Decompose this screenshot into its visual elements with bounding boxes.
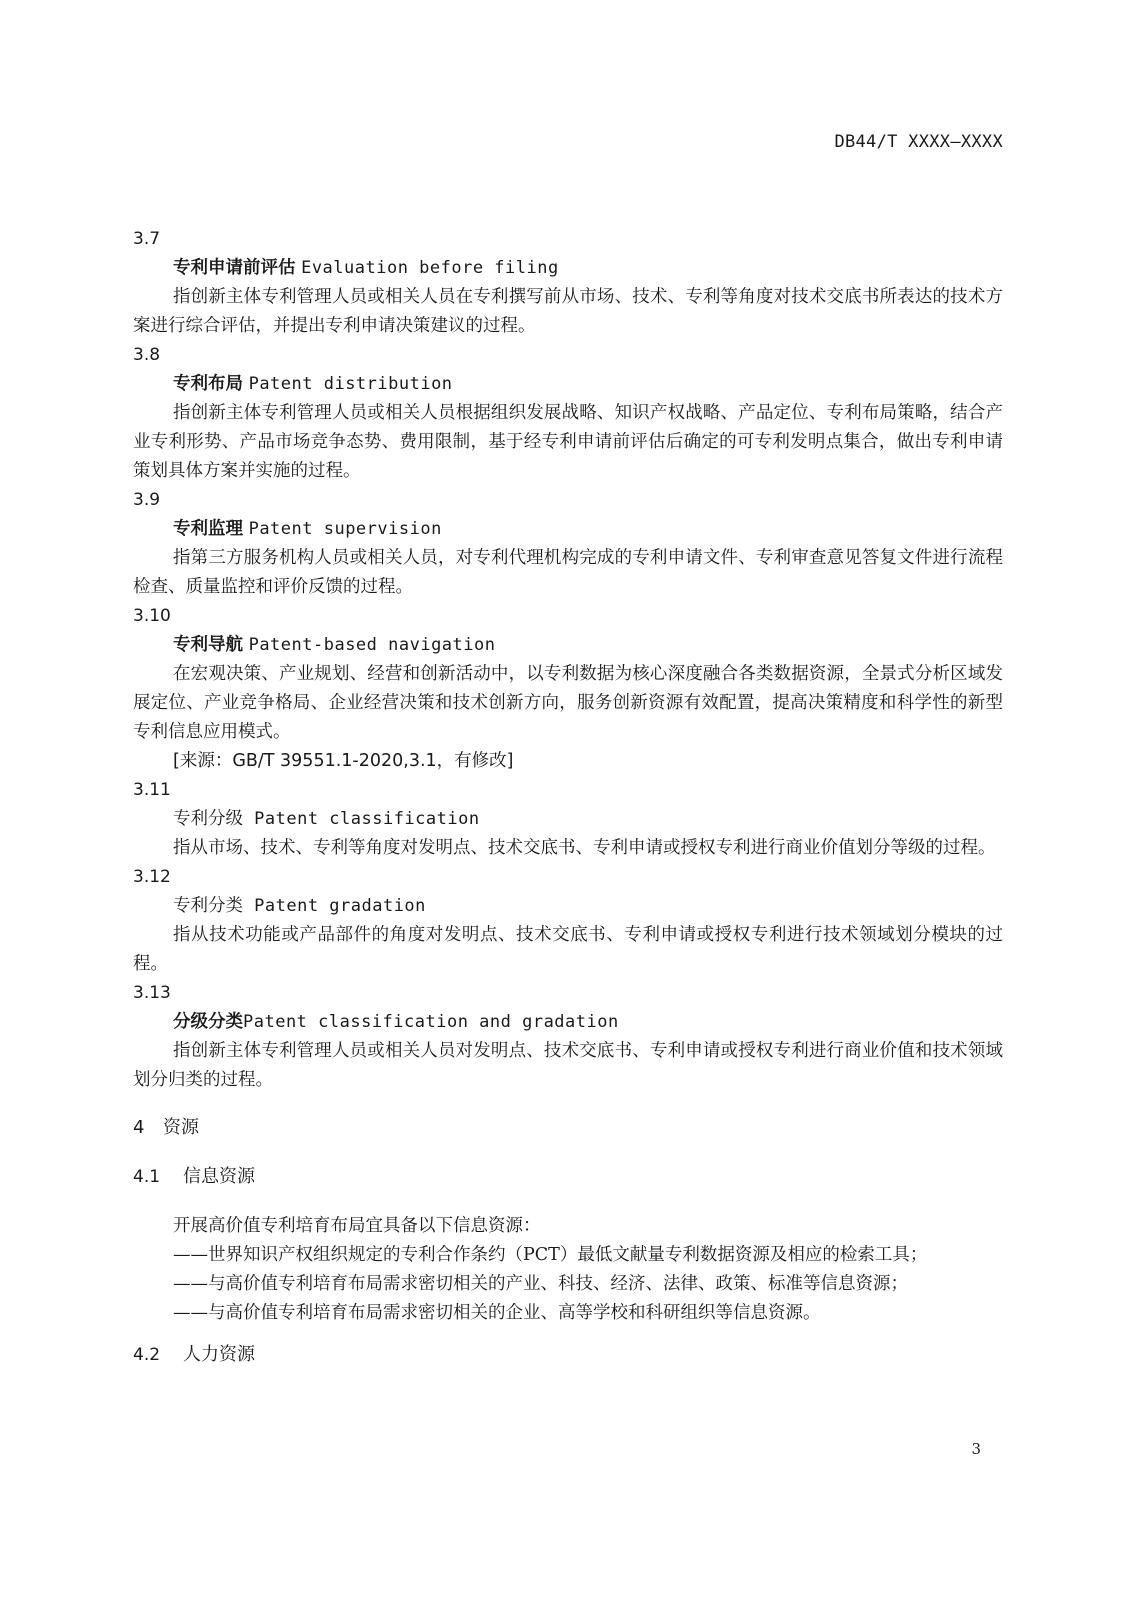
term-definition: 指第三方服务机构人员或相关人员，对专利代理机构完成的专利申请文件、专利审查意见答复文件进行流程检查、质量监控和评价反馈的过程。 <box>133 548 1003 597</box>
term-entry-3-13 <box>133 979 1003 1095</box>
list-item: ——与高价值专利培育布局需求密切相关的产业、科技、经济、法律、政策、标准等信息资源； <box>173 1274 908 1294</box>
term-title <box>133 805 1003 834</box>
document-code: DB44/T XXXX—XXXX <box>834 132 1003 152</box>
term-zh: 专利分级 <box>173 809 243 829</box>
term-number: 3.11 <box>133 780 171 800</box>
subsection-number: 4.2 <box>133 1345 161 1365</box>
term-entry-3-9 <box>133 486 1003 602</box>
term-en: Evaluation before filing <box>301 258 559 278</box>
subsection-title: 信息资源 <box>183 1166 255 1187</box>
resource-intro: 开展高价值专利培育布局宜具备以下信息资源： <box>173 1216 541 1236</box>
term-number: 3.10 <box>133 606 171 626</box>
page-number: 3 <box>971 1440 981 1458</box>
term-number: 3.12 <box>133 867 171 887</box>
term-title <box>133 631 1003 660</box>
term-definition: 在宏观决策、产业规划、经营和创新活动中，以专利数据为核心深度融合各类数据资源，全景式分析区域发展定位、产业竞争格局、企业经营决策和技术创新方向，服务创新资源有效配置，提高决策精度和科学性的新型专利信息应用模式。 <box>133 664 1003 742</box>
term-title <box>133 1008 1003 1037</box>
term-definition: 指创新主体专利管理人员或相关人员根据组织发展战略、知识产权战略、产品定位、专利布局策略，结合产业专利形势、产品市场竞争态势、费用限制，基于经专利申请前评估后确定的可专利发明点集合，做出专利申请策划具体方案并实施的过程。 <box>133 403 1003 481</box>
term-entry-3-7 <box>133 225 1003 341</box>
term-en: Patent classification <box>254 809 480 829</box>
term-en: Patent distribution <box>248 374 453 394</box>
subsection-heading-4-1 <box>133 1162 1003 1192</box>
list-item: ——世界知识产权组织规定的专利合作条约（PCT）最低文献量专利数据资源及相应的检索工具； <box>173 1245 928 1265</box>
term-en: Patent gradation <box>254 896 426 916</box>
term-zh: 专利监理 <box>173 519 243 539</box>
page-content <box>133 225 1003 1390</box>
term-entry-3-11 <box>133 776 1003 863</box>
term-number: 3.8 <box>133 345 161 365</box>
term-en: Patent-based navigation <box>248 635 496 655</box>
term-title <box>133 515 1003 544</box>
term-zh: 专利分类 <box>173 896 243 916</box>
term-zh: 专利申请前评估 <box>173 258 296 278</box>
subsection-number: 4.1 <box>133 1167 161 1187</box>
term-source: [来源：GB/T 39551.1-2020,3.1，有修改] <box>173 751 514 771</box>
term-entry-3-8 <box>133 341 1003 486</box>
term-definition: 指创新主体专利管理人员或相关人员在专利撰写前从市场、技术、专利等角度对技术交底书所表达的技术方案进行综合评估，并提出专利申请决策建议的过程。 <box>133 287 1003 336</box>
term-zh: 分级分类 <box>173 1012 243 1032</box>
term-definition: 指从市场、技术、专利等角度对发明点、技术交底书、专利申请或授权专利进行商业价值划分等级的过程。 <box>173 838 996 858</box>
term-entry-3-12 <box>133 863 1003 979</box>
subsection-heading-4-2 <box>133 1340 1003 1370</box>
term-number: 3.7 <box>133 229 161 249</box>
term-number: 3.9 <box>133 490 161 510</box>
term-definition: 指创新主体专利管理人员或相关人员对发明点、技术交底书、专利申请或授权专利进行商业价值和技术领域划分归类的过程。 <box>133 1041 1003 1090</box>
section-number: 4 <box>133 1117 145 1138</box>
term-en: Patent classification and gradation <box>243 1012 619 1032</box>
term-zh: 专利导航 <box>173 635 243 655</box>
term-entry-3-10 <box>133 602 1003 776</box>
term-title <box>133 892 1003 921</box>
term-title <box>133 370 1003 399</box>
list-item: ——与高价值专利培育布局需求密切相关的企业、高等学校和科研组织等信息资源。 <box>173 1303 821 1323</box>
term-definition: 指从技术功能或产品部件的角度对发明点、技术交底书、专利申请或授权专利进行技术领域划分模块的过程。 <box>133 925 1003 974</box>
subsection-title: 人力资源 <box>183 1344 255 1365</box>
term-title <box>133 254 1003 283</box>
section-heading-4 <box>133 1113 1003 1142</box>
section-title: 资源 <box>163 1117 199 1138</box>
term-zh: 专利布局 <box>173 374 243 394</box>
term-number: 3.13 <box>133 983 171 1003</box>
term-en: Patent supervision <box>248 519 442 539</box>
